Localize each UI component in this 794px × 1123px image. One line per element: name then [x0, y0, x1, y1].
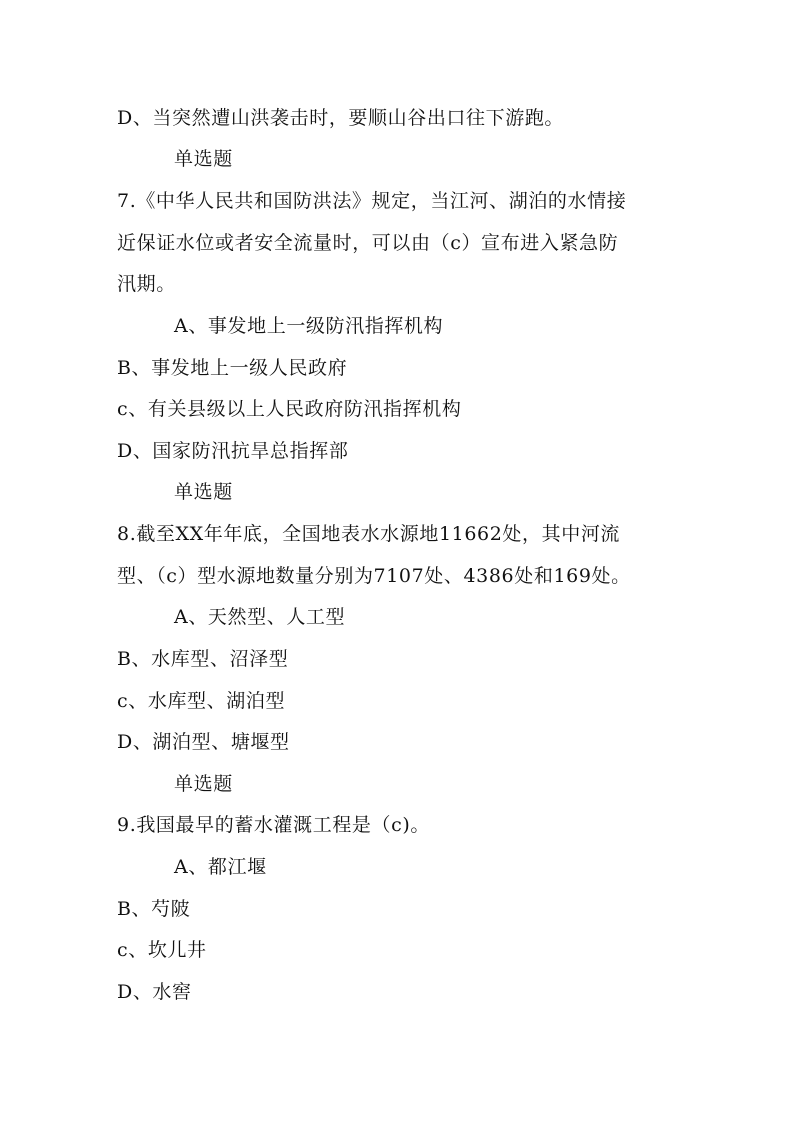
option-d-q7: D、国家防汛抗旱总指挥部	[117, 440, 349, 462]
option-c-q7: c、有关县级以上人民政府防汛指挥机构	[117, 398, 462, 420]
question-type-label: 单选题	[174, 773, 233, 795]
question-type-label: 单选题	[174, 148, 233, 170]
question-7-line-1: 7.《中华人民共和国防洪法》规定，当江河、湖泊的水情接	[117, 190, 627, 212]
option-b-q7: B、事发地上一级人民政府	[117, 357, 348, 379]
option-a-q9: A、都江堰	[174, 856, 267, 878]
option-b-q9: B、芍陂	[117, 898, 191, 920]
question-9-line-1: 9.我国最早的蓄水灌溉工程是（c)。	[117, 814, 430, 836]
option-b-q8: B、水库型、沼泽型	[117, 648, 289, 670]
option-c-q8: c、水库型、湖泊型	[117, 690, 286, 712]
question-8-line-1: 8.截至XX年年底，全国地表水水源地11662处，其中河流	[117, 523, 621, 545]
option-d-q9: D、水窖	[117, 981, 192, 1003]
question-7-line-3: 汛期。	[117, 273, 176, 295]
question-8-line-2: 型、（c）型水源地数量分别为7107处、4386处和169处。	[117, 565, 631, 587]
question-type-label: 单选题	[174, 481, 233, 503]
option-d-q8: D、湖泊型、塘堰型	[117, 731, 290, 753]
option-a-q8: A、天然型、人工型	[174, 606, 346, 628]
option-d-q6: D、当突然遭山洪袭击时，要顺山谷出口往下游跑。	[117, 107, 565, 129]
option-a-q7: A、事发地上一级防汛指挥机构	[174, 315, 444, 337]
option-c-q9: c、坎儿井	[117, 939, 207, 961]
question-7-line-2: 近保证水位或者安全流量时，可以由（c）宣布进入紧急防	[117, 232, 619, 254]
